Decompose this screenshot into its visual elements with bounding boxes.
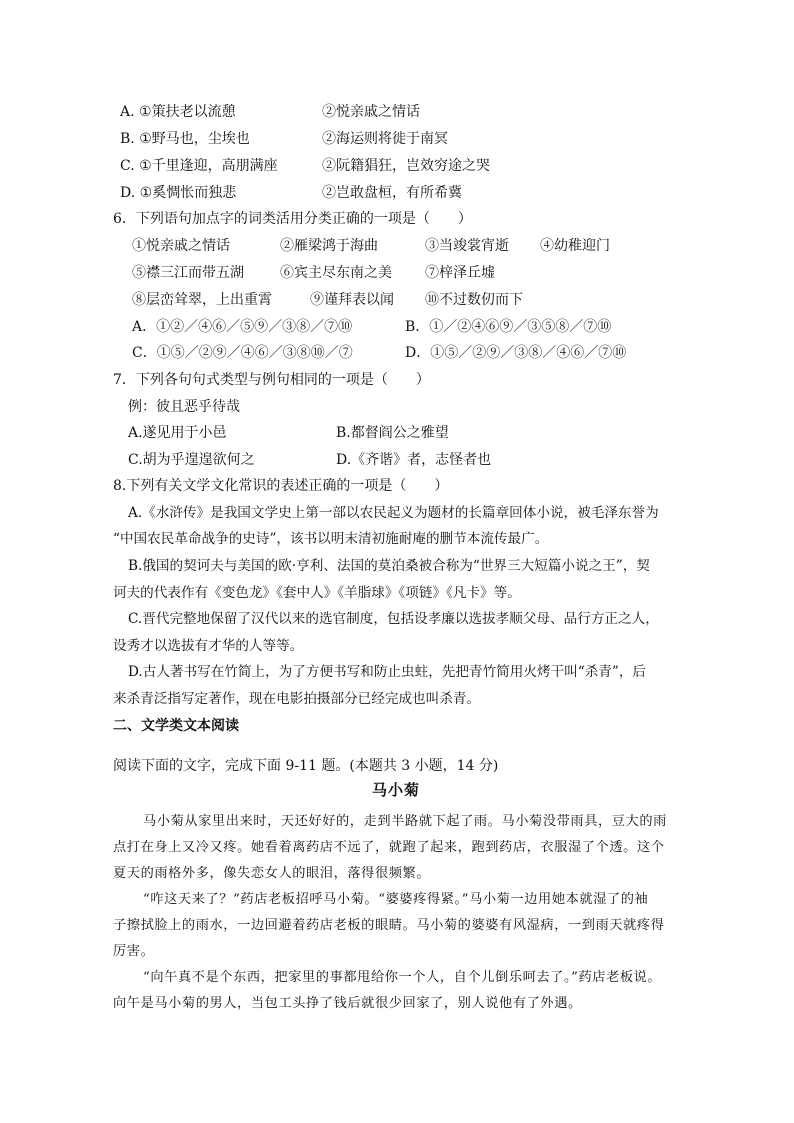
q6-option-b: B．①／②④⑥⑨／③⑤⑧／⑦⑩	[405, 319, 612, 335]
section-heading: 二、文学类文本阅读	[113, 718, 239, 734]
q7-option-d: D.《齐谐》者，志怪者也	[336, 452, 492, 468]
q6-item: ⑥宾主尽东南之美	[280, 265, 392, 281]
q6-option-d: D．①⑤／②⑨／③⑧／④⑥／⑦⑩	[405, 345, 627, 361]
q6-item: ⑦梓泽丘墟	[425, 265, 495, 281]
story-title: 马小菊	[372, 781, 421, 799]
q5-option-d	[120, 183, 462, 203]
q6-item: ⑨谨拜表以闻	[310, 292, 394, 308]
q8-option-d-line-1: D.古人著书写在竹简上，为了方便书写和防止虫蛀，先把青竹简用火烤干叫“杀青”，后	[128, 664, 647, 680]
q8-option-c-line-1: C.晋代完整地保留了汉代以来的选官制度，包括设孝廉以选拔孝顺父母、品行方正之人，	[128, 611, 659, 627]
story-line: 点打在身上又冷又疼。她看着离药店不远了，就跑了起来，跑到药店，衣服湿了个透。这个	[113, 840, 665, 855]
story-line: “向午真不是个东西，把家里的事都甩给你一个人，自个儿倒乐呵去了。”药店老板说。	[143, 970, 662, 985]
q7-option-c: C.胡为乎遑遑欲何之	[128, 452, 255, 468]
q6-item: ⑧层峦耸翠，上出重霄	[132, 292, 272, 308]
q8-option-b-line-2: 诃夫的代表作有《变色龙》《套中人》《羊脂球》《项链》《凡卡》等。	[113, 585, 521, 601]
story-line: “咋这天来了？”药店老板招呼马小菊。“婆婆疼得紧。”马小菊一边用她本就湿了的袖	[143, 892, 649, 907]
story-line: 向午是马小菊的男人，当包工头挣了钱后就很少回家了，别人说他有了外遇。	[113, 996, 582, 1011]
q6-item: ⑤襟三江而带五湖	[132, 265, 244, 281]
option-part-1: ①野马也，尘埃也	[139, 131, 250, 147]
q7-stem: 7．下列各句句式类型与例句相同的一项是（ ）	[113, 372, 430, 388]
story-line: 子擦拭脸上的雨水，一边回避着药店老板的眼睛。马小菊的婆婆有风湿病，一到雨天就疼得	[113, 918, 665, 933]
q7-example: 例：彼且恶乎待哉	[128, 399, 240, 415]
option-letter: B.	[120, 131, 135, 147]
q8-option-a-line-2: “中国农民革命战争的史诗”，该书以明末清初施耐庵的删节本流传最广。	[113, 531, 549, 547]
q5-option-a	[120, 102, 420, 122]
option-part-1: ①千里逢迎，高朋满座	[139, 158, 278, 174]
story-line: 马小菊从家里出来时，天还好好的，走到半路就下起了雨。马小菊没带雨具，豆大的雨	[143, 814, 667, 829]
q6-option-a: A．①②／④⑥／⑤⑨／③⑧／⑦⑩	[132, 319, 353, 335]
story-line: 厉害。	[113, 944, 155, 959]
q6-stem: 6．下列语句加点字的词类活用分类正确的一项是（ ）	[113, 211, 472, 227]
q8-option-d-line-2: 来杀青泛指写定著作，现在电影拍摄部分已经完成也叫杀青。	[113, 691, 481, 707]
q6-item: ⑩不过数仞而下	[425, 292, 523, 308]
q8-option-a-line-1: A.《水浒传》是我国文学史上第一部以农民起义为题材的长篇章回体小说，被毛泽东誉为	[128, 505, 659, 521]
option-part-2: ②悦亲戚之情话	[322, 104, 420, 120]
q6-item: ③当竣裳宵逝	[425, 238, 509, 254]
option-part-1: ①策扶老以流憩	[139, 104, 236, 120]
option-part-1: ①奚惆怅而独悲	[139, 185, 237, 201]
option-letter: C.	[120, 158, 135, 174]
option-letter: D.	[120, 185, 136, 201]
q7-option-b: B.都督阎公之雅望	[336, 425, 449, 441]
option-part-2: ②海运则将徙于南冥	[322, 131, 448, 147]
q8-option-b-line-1: B.俄国的契诃夫与美国的欧·亨利、法国的莫泊桑被合称为“世界三大短篇小说之王”，契	[128, 558, 650, 574]
q6-item: ②雁梁鸿于海曲	[280, 238, 378, 254]
option-part-2: ②岂敢盘桓，有所希冀	[322, 185, 462, 201]
q8-option-c-line-2: 设秀才以选拔有才华的人等等。	[113, 638, 304, 654]
q6-option-c: C．①⑤／②⑨／④⑥／③⑧⑩／⑦	[132, 345, 353, 361]
option-part-2: ②阮籍猖狂，岂效穷途之哭	[322, 158, 490, 174]
option-letter: A.	[120, 104, 135, 120]
q8-stem: 8.下列有关文学文化常识的表述正确的一项是（ ）	[113, 478, 449, 494]
q5-option-c	[120, 156, 490, 176]
q6-item: ①悦亲戚之情话	[132, 238, 230, 254]
q5-option-b	[120, 129, 448, 149]
q7-option-a: A.遂见用于小邑	[128, 425, 227, 441]
reading-instruction: 阅读下面的文字，完成下面 9-11 题。(本题共 3 小题，14 分)	[113, 758, 499, 774]
story-line: 夏天的雨格外多，像失恋女人的眼泪，落得很频繁。	[113, 866, 431, 881]
q6-item: ④幼稚迎门	[540, 238, 610, 254]
